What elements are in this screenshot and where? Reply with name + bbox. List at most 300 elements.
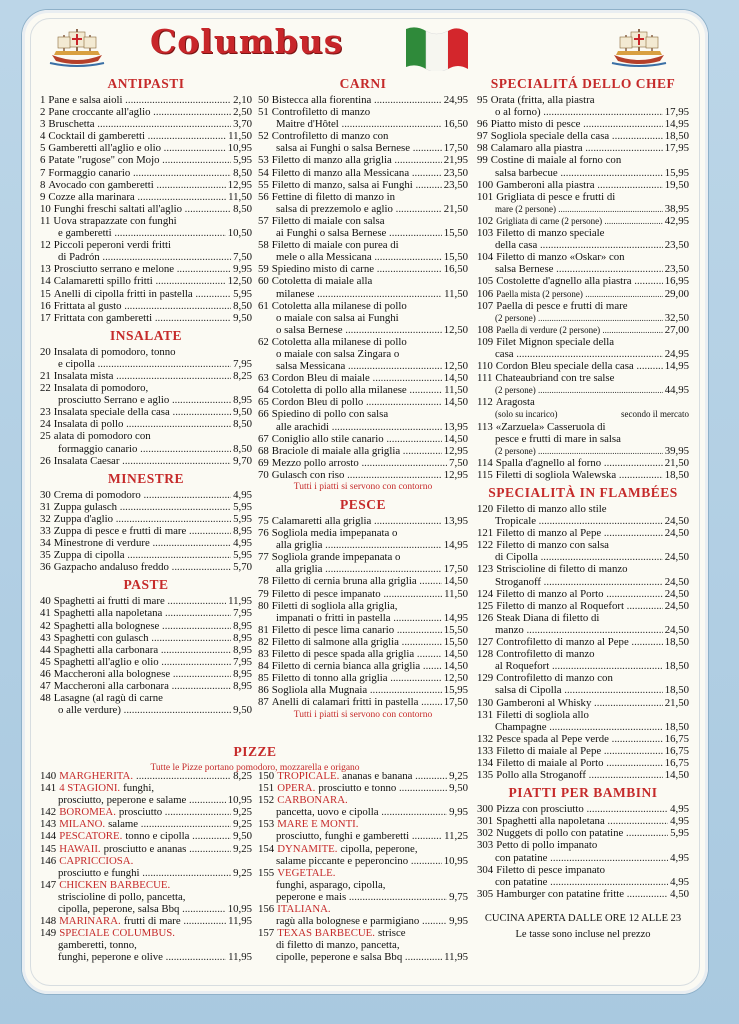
- carni-item: [258, 215, 468, 227]
- item-price: 14,50: [443, 660, 468, 673]
- item-number: 82: [258, 635, 269, 648]
- item-description: Gamberoni alla piastra .....: [496, 179, 663, 191]
- chef-item: [477, 154, 689, 166]
- item-price: 4,50: [670, 887, 689, 900]
- pizza-item: [258, 818, 468, 830]
- item-description: Spalla d'agnello al forno .....: [496, 457, 663, 469]
- item-price: 24,50: [664, 623, 689, 636]
- item-number: 130: [477, 696, 494, 709]
- flambees-item: [477, 684, 689, 696]
- pizza-item: [40, 830, 252, 842]
- item-description: Costolette d'agnello alla piastra .....: [496, 275, 663, 287]
- chef-item: [477, 288, 689, 300]
- item-number: 80: [258, 599, 269, 612]
- item-price: 23,50: [664, 263, 689, 276]
- bambini-item: [477, 827, 689, 839]
- pizza-item: [258, 830, 468, 842]
- chef-item: [477, 215, 689, 227]
- chef-item: [477, 360, 689, 372]
- pizza-item: [258, 770, 468, 782]
- item-description: Cordon Bleu speciale della casa .....: [496, 360, 663, 372]
- pizza-item: [40, 794, 252, 806]
- item-description: Lasagne (al ragù di carne: [53, 692, 163, 705]
- item-price: 12,50: [227, 275, 252, 288]
- item-description: manzo .....: [495, 624, 663, 636]
- item-price: 14,95: [443, 611, 468, 624]
- item-price: 7,95: [233, 357, 252, 370]
- item-description: Paella di verdure (2 persone) .....: [496, 324, 663, 336]
- item-number: 64: [258, 384, 269, 397]
- chef-item: [477, 384, 689, 396]
- item-price: 9,50: [233, 704, 252, 717]
- item-number: 13: [40, 263, 51, 276]
- item-number: 84: [258, 660, 269, 673]
- item-price: 7,95: [233, 607, 252, 620]
- item-price: 18,50: [664, 660, 689, 673]
- item-number: 153: [258, 818, 275, 831]
- insalate-item: [40, 358, 252, 370]
- carni-item: [258, 227, 468, 239]
- item-number: 85: [258, 672, 269, 685]
- item-number: 16: [40, 299, 51, 312]
- pizza-name: MILANO.: [59, 818, 106, 831]
- item-price: 9,25: [449, 770, 468, 782]
- item-description: Filetto di manzo al Porto .....: [496, 588, 663, 600]
- item-number: 128: [477, 648, 494, 661]
- item-price: 19,50: [664, 178, 689, 191]
- item-description: Cotoletta di pollo alla milanese .....: [272, 384, 442, 396]
- antipasti-item: [40, 106, 252, 118]
- item-price: 16,75: [664, 756, 689, 769]
- item-number: 152: [258, 794, 275, 807]
- chef-item: [477, 263, 689, 275]
- item-number: 123: [477, 563, 494, 576]
- antipasti-item: [40, 191, 252, 203]
- pizza-name: HAWAII.: [59, 842, 101, 855]
- item-number: 100: [477, 178, 494, 191]
- item-number: 77: [258, 551, 269, 564]
- item-price: 21,95: [443, 154, 468, 167]
- item-price: 15,95: [443, 684, 468, 697]
- item-price: 3,70: [233, 118, 252, 131]
- carni-item: [258, 263, 468, 275]
- item-number: 114: [477, 456, 493, 469]
- item-price: 11,95: [444, 951, 468, 964]
- item-number: 43: [40, 631, 51, 644]
- item-number: 48: [40, 692, 51, 705]
- item-number: 101: [477, 190, 494, 203]
- antipasti-item: [40, 239, 252, 251]
- item-number: 113: [477, 420, 493, 433]
- item-description: salame .....: [108, 818, 231, 830]
- item-description: Pane e salsa aioli .....: [48, 94, 231, 106]
- item-description: Fettine di filetto di manzo in: [271, 190, 396, 203]
- item-description: Spaghetti all'aglio e olio .....: [54, 656, 231, 668]
- item-description: Maitre d'Hôtel .....: [276, 118, 442, 130]
- flambees-item: [477, 576, 689, 588]
- flambees-heading: SPECIALITÀ IN FLAMBÉES: [488, 485, 678, 500]
- antipasti-item: [40, 179, 252, 191]
- item-price: 10,50: [227, 227, 252, 240]
- item-number: 56: [258, 190, 269, 203]
- item-price: 15,50: [443, 251, 468, 264]
- pizza-name: CAPRICCIOSA.: [59, 854, 134, 867]
- item-description: milanese .....: [276, 288, 442, 300]
- bambini-item: [477, 876, 689, 888]
- item-description: Sogliola alla Mugnaia .....: [272, 684, 442, 696]
- item-description: funghi, peperone e olive .....: [58, 951, 226, 963]
- insalate-item: [40, 455, 252, 467]
- item-price: 7,95: [233, 655, 252, 668]
- item-number: 67: [258, 432, 269, 445]
- carni-item: [258, 154, 468, 166]
- pizza-item: [40, 939, 252, 951]
- item-description: Filetto di pesce impanato .....: [272, 588, 442, 600]
- pizza-item: [258, 879, 468, 891]
- item-price: 18,50: [664, 684, 689, 697]
- item-description: Spaghetti con gulasch .....: [54, 632, 231, 644]
- item-price: 24,95: [443, 94, 468, 106]
- item-number: 134: [477, 756, 494, 769]
- item-description: salsa di Cipolla .....: [495, 684, 663, 696]
- item-description: Funghi freschi saltati all'aglio .....: [54, 203, 231, 215]
- item-description: salsa Bernese .....: [495, 263, 663, 275]
- item-price: 14,95: [664, 360, 689, 373]
- item-description: alata di pomodoro con: [53, 430, 151, 443]
- item-number: 120: [477, 503, 494, 515]
- item-price: 12,95: [227, 178, 252, 191]
- item-price: 8,25: [233, 369, 252, 382]
- item-description: di Padrón .....: [58, 251, 231, 263]
- chef-item: [477, 433, 689, 445]
- item-number: 41: [40, 607, 51, 620]
- flambees-item: [477, 721, 689, 733]
- item-description: e gamberetti .....: [58, 227, 226, 239]
- insalate-item: [40, 430, 252, 442]
- item-price: 9,25: [233, 818, 252, 831]
- item-price: 8,50: [233, 418, 252, 431]
- item-description: Controfiletto di manzo: [271, 106, 371, 119]
- item-price: 12,50: [443, 672, 468, 685]
- antipasti-item: [40, 118, 252, 130]
- item-description: Insalata Caesar .....: [54, 455, 231, 467]
- item-price: 8,95: [233, 394, 252, 407]
- item-description: Mezzo pollo arrosto .....: [272, 457, 447, 469]
- flambees-item: [477, 672, 689, 684]
- item-description: mele o alla Messicana .....: [276, 251, 442, 263]
- item-description: Filetti di sogliola allo: [496, 708, 589, 721]
- item-description: ananas e banana .....: [342, 770, 447, 782]
- item-description: Filetto di cernia bruna alla griglia .....: [272, 575, 442, 587]
- carni-item: [258, 275, 468, 287]
- flambees-item: [477, 515, 689, 527]
- item-price: 4,95: [670, 851, 689, 864]
- insalate-item: [40, 382, 252, 394]
- chef-item: [477, 142, 689, 154]
- item-description: salsa ai Funghi o salsa Bernese .....: [276, 142, 442, 154]
- item-description: tonno e cipolla .....: [125, 830, 231, 842]
- item-number: 155: [258, 866, 275, 879]
- carni-item: [258, 433, 468, 445]
- item-description: Sogliola media impepanata o: [271, 527, 398, 540]
- item-description: Insalata speciale della casa .....: [54, 406, 231, 418]
- item-description: Pollo alla Stroganoff .....: [496, 769, 663, 781]
- item-description: Spaghetti alla carbonara .....: [54, 644, 231, 656]
- item-description: cipolle, peperone e salsa Bbq .....: [276, 951, 442, 963]
- item-description: Insalata di pomodoro, tonno: [53, 345, 176, 358]
- pesce-item: [258, 660, 468, 672]
- pizza-name: MARGHERITA.: [59, 770, 134, 782]
- item-description: di filetto di manzo, pancetta,: [276, 939, 400, 952]
- item-price: 32,50: [664, 311, 689, 324]
- item-description: Calamaretti spillo fritti .....: [54, 275, 226, 287]
- item-price: 17,95: [664, 106, 689, 119]
- item-number: 99: [477, 154, 488, 167]
- item-price: 14,95: [664, 118, 689, 131]
- item-number: 122: [477, 539, 494, 552]
- chef-item: [477, 167, 689, 179]
- item-description: Maccheroni alla bolognese .....: [54, 668, 231, 680]
- item-description: Insalata di pollo .....: [54, 418, 231, 430]
- item-description: Filetti di sogliola Walewska .....: [496, 469, 663, 481]
- item-price: 5,95: [233, 500, 252, 513]
- insalate-item: [40, 418, 252, 430]
- item-description: Spaghetti alla napoletana .....: [496, 815, 668, 827]
- carni-item: [258, 469, 468, 481]
- chef-item: [477, 348, 689, 360]
- bambini-item: [477, 852, 689, 864]
- antipasti-item: [40, 167, 252, 179]
- item-description: Stroganoff .....: [495, 576, 663, 588]
- item-price: 4,95: [670, 815, 689, 828]
- item-price: 5,95: [233, 549, 252, 562]
- chef-item: [477, 118, 689, 130]
- chef-item: [477, 191, 689, 203]
- item-number: 86: [258, 684, 269, 697]
- item-description: Grigliata di pesce e frutti di: [496, 190, 616, 203]
- antipasti-item: [40, 94, 252, 106]
- item-description: Grigliata di carne (2 persone) .....: [496, 215, 663, 227]
- item-description: Zuppa di cipolla .....: [54, 549, 231, 561]
- item-description: prosciutto .....: [119, 806, 231, 818]
- item-description: Filetto di maiale con salsa: [271, 214, 385, 227]
- pasta-item: [40, 595, 252, 607]
- chef-heading: SPECIALITÁ DELLO CHEF: [490, 76, 676, 91]
- item-price: 4,95: [670, 875, 689, 888]
- item-number: 76: [258, 527, 269, 540]
- item-description: Gamberetti all'aglio e olio .....: [48, 142, 225, 154]
- antipasti-item: [40, 203, 252, 215]
- antipasti-item: [40, 251, 252, 263]
- item-description: (solo su incarico): [495, 409, 558, 420]
- item-number: 98: [477, 142, 488, 155]
- carni-item: [258, 408, 468, 420]
- item-price: 5,95: [233, 154, 252, 167]
- item-description: Zuppa di pesce e frutti di mare .....: [54, 525, 231, 537]
- carni-item: [258, 300, 468, 312]
- minestre-item: [40, 501, 252, 513]
- item-number: 12: [40, 239, 51, 252]
- item-price: 11,50: [228, 190, 252, 203]
- pizza-item: [40, 867, 252, 879]
- item-description: striscioline di pollo, pancetta,: [58, 890, 186, 903]
- item-description: Prosciutto serrano e melone .....: [54, 263, 231, 275]
- item-number: 69: [258, 456, 269, 469]
- item-price: 12,50: [443, 323, 468, 336]
- pesce-item: [258, 672, 468, 684]
- carni-item: [258, 324, 468, 336]
- pesce-item: [258, 684, 468, 696]
- pizza-item: [40, 806, 252, 818]
- item-description: alle arachidi .....: [276, 421, 442, 433]
- item-price: 14,50: [664, 769, 689, 782]
- pizza-item: [258, 843, 468, 855]
- pesce-item: [258, 588, 468, 600]
- item-description: funghi, asparago, cipolla,: [276, 878, 386, 891]
- chef-item: [477, 94, 689, 106]
- flambees-item: [477, 733, 689, 745]
- pesce-note: Tutti i piatti si servono con contorno: [293, 709, 433, 720]
- item-price: 5,95: [670, 827, 689, 840]
- item-price-note: secondo il mercato: [621, 409, 689, 420]
- carni-item: [258, 203, 468, 215]
- pesce-item: [258, 696, 468, 708]
- item-number: 62: [258, 335, 269, 348]
- item-description: o alle verdure) .....: [58, 704, 231, 716]
- pizza-item: [40, 855, 252, 867]
- item-description: Aragosta: [495, 396, 535, 409]
- carni-item: [258, 360, 468, 372]
- item-description: Zuppa gulasch .....: [54, 501, 231, 513]
- item-description: Braciole di maiale alla griglia .....: [272, 445, 442, 457]
- item-description: o maiale con salsa Zingara o: [276, 347, 400, 360]
- item-description: Hamburger con patatine fritte .....: [496, 888, 668, 900]
- flambees-item: [477, 745, 689, 757]
- insalate-item: [40, 406, 252, 418]
- item-description: Filetto di maiale al Porto .....: [496, 757, 663, 769]
- item-price: 9,95: [449, 915, 468, 928]
- item-description: Insalata mista .....: [54, 370, 231, 382]
- pizze-column-left: [40, 770, 252, 964]
- flambees-item: [477, 600, 689, 612]
- chef-item: [477, 203, 689, 215]
- item-price: 7,50: [233, 251, 252, 264]
- item-price: 16,50: [443, 118, 468, 131]
- item-price: 8,95: [233, 643, 252, 656]
- item-number: 78: [258, 575, 269, 588]
- item-description: (2 persone) .....: [495, 445, 663, 457]
- item-description: impanati o fritti in pastella .....: [276, 612, 442, 624]
- item-description: Costine di maiale al forno con: [490, 154, 622, 167]
- item-number: 109: [477, 335, 494, 348]
- item-description: con patatine .....: [495, 852, 668, 864]
- item-price: 9,50: [233, 406, 252, 419]
- item-number: 302: [477, 827, 494, 840]
- column-left: [40, 72, 252, 716]
- item-number: 26: [40, 454, 51, 467]
- pizza-name: SPECIALE COLUMBUS.: [59, 927, 175, 940]
- chef-item: [477, 227, 689, 239]
- minestre-heading: MINESTRE: [107, 470, 184, 486]
- item-price: 8,50: [233, 442, 252, 455]
- item-price: 12,50: [443, 360, 468, 373]
- item-number: 61: [258, 299, 269, 312]
- pizza-name: VEGETALE.: [277, 866, 336, 879]
- item-price: 15,50: [443, 623, 468, 636]
- pesce-heading: PESCE: [339, 497, 386, 512]
- item-price: 15,95: [664, 166, 689, 179]
- item-description: Controfiletto di manzo al Pepe .....: [496, 636, 663, 648]
- pizza-item: [40, 818, 252, 830]
- minestre-item: [40, 537, 252, 549]
- item-number: 157: [258, 927, 275, 940]
- item-price: 23,50: [443, 178, 468, 191]
- item-price: 24,50: [664, 551, 689, 564]
- pasta-item: [40, 620, 252, 632]
- pasta-item: [40, 680, 252, 692]
- item-price: 10,95: [227, 794, 252, 807]
- item-description: Zuppa d'aglio .....: [54, 513, 231, 525]
- item-price: 17,95: [664, 142, 689, 155]
- item-price: 24,50: [664, 515, 689, 528]
- carni-item: [258, 167, 468, 179]
- item-price: 9,95: [449, 806, 468, 819]
- item-price: 42,95: [664, 214, 689, 227]
- pasta-item: [40, 668, 252, 680]
- minestre-item: [40, 513, 252, 525]
- item-price: 9,25: [233, 866, 252, 879]
- flambees-item: [477, 527, 689, 539]
- item-number: 127: [477, 636, 494, 649]
- chef-item: [477, 457, 689, 469]
- item-price: 15,50: [443, 227, 468, 240]
- item-description: Cozze alla marinara .....: [48, 191, 226, 203]
- carni-item: [258, 130, 468, 142]
- item-description: Filetto di manzo speciale: [496, 227, 605, 240]
- pasta-item: [40, 644, 252, 656]
- item-number: 21: [40, 369, 51, 382]
- pizza-name: BOROMEA.: [59, 806, 116, 819]
- item-price: 24,50: [664, 599, 689, 612]
- item-description: Pesce spada al Pepe verde .....: [496, 733, 663, 745]
- antipasti-item: [40, 130, 252, 142]
- item-number: 133: [477, 744, 494, 757]
- column-right: [477, 72, 689, 941]
- item-price: 11,50: [228, 130, 252, 143]
- chef-item: [477, 312, 689, 324]
- pizza-item: [258, 867, 468, 879]
- item-description: prosciutto e tonno .....: [318, 782, 447, 794]
- item-description: prosciutto, peperone e salame .....: [58, 794, 226, 806]
- pizza-item: [40, 903, 252, 915]
- chef-item: [477, 324, 689, 336]
- item-price: 8,95: [233, 619, 252, 632]
- flambees-item: [477, 709, 689, 721]
- item-description: Controfiletto di manzo: [496, 648, 595, 661]
- item-description: Spaghetti alla napoletana .....: [54, 607, 231, 619]
- pesce-item: [258, 563, 468, 575]
- carni-item: [258, 421, 468, 433]
- antipasti-item: [40, 142, 252, 154]
- flambees-item: [477, 648, 689, 660]
- item-number: 107: [477, 299, 494, 312]
- pizza-name: OPERA.: [277, 782, 316, 795]
- item-description: pancetta, uovo e cipolla .....: [276, 806, 447, 818]
- item-price: 17,50: [443, 563, 468, 576]
- item-number: 301: [477, 815, 494, 828]
- item-price: 27,00: [664, 323, 689, 336]
- pizza-item: [40, 927, 252, 939]
